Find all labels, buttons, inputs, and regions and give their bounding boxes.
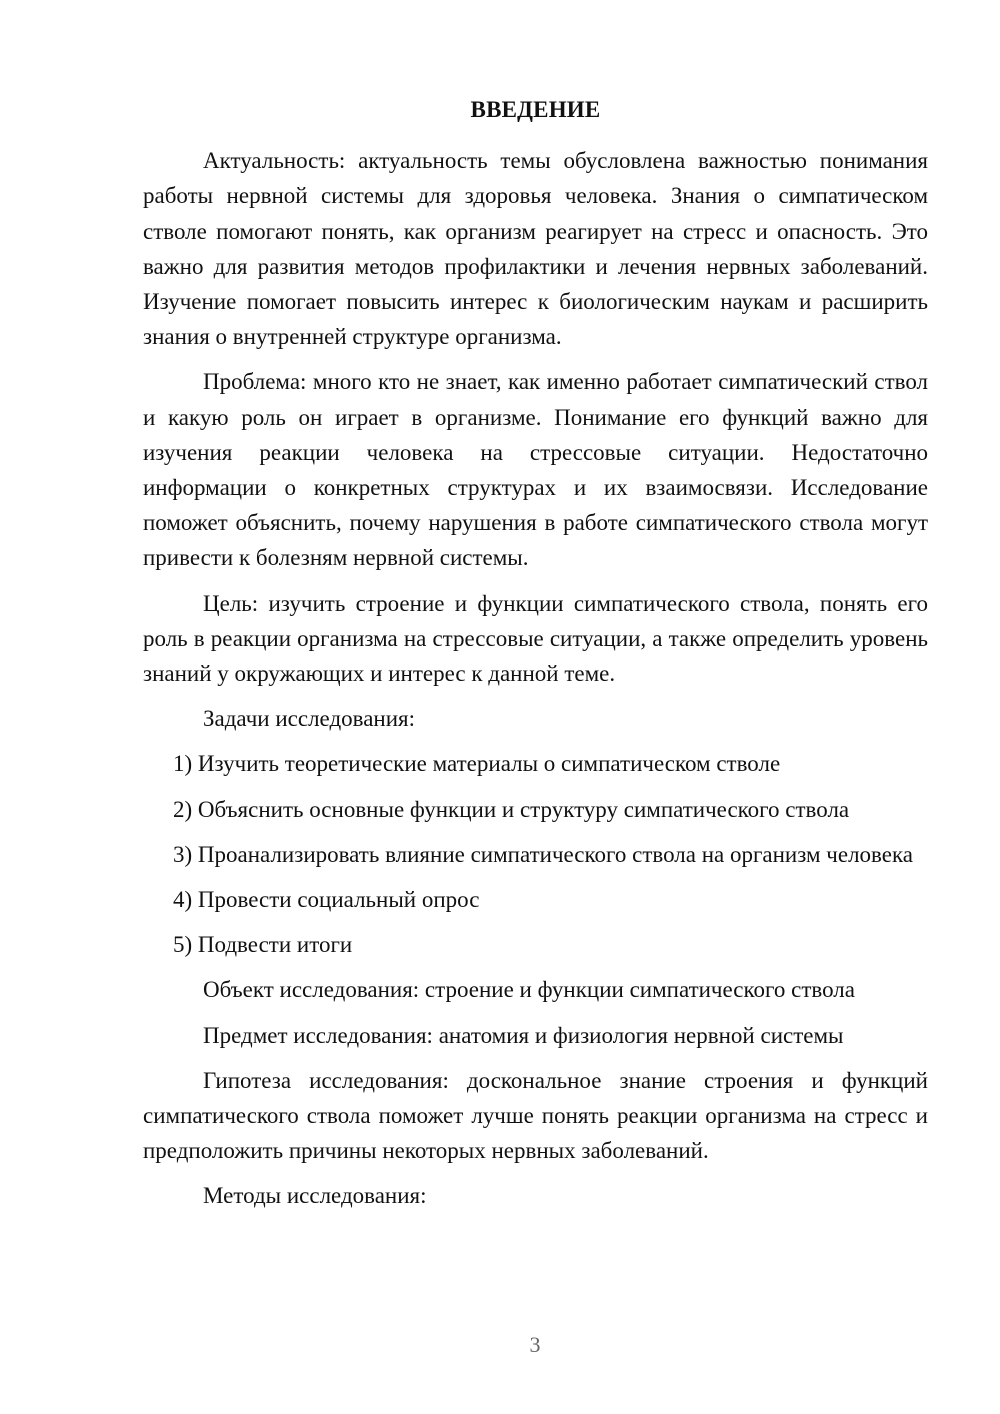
task-item: 4) Провести социальный опрос bbox=[173, 887, 480, 913]
object-paragraph: Объект исследования: строение и функции симпатического ствола bbox=[203, 977, 855, 1003]
document-page bbox=[143, 92, 928, 1224]
task-item: 2) Объяснить основные функции и структуру симпатического ствола bbox=[173, 796, 850, 822]
goal-paragraph: Цель: изучить строение и функции симпатического ствола, понять его роль в реакции организма на стрессовые ситуации, а также определить уровень знаний у окружающих и интерес к данной теме. bbox=[143, 590, 928, 687]
tasks-list bbox=[143, 746, 928, 962]
page-number: 3 bbox=[529, 1332, 541, 1357]
hypothesis-paragraph: Гипотеза исследования: доскональное знание строения и функций симпатического ствола поможет лучше понять реакции организма на стресс и предположить причины некоторых нервных заболеваний. bbox=[143, 1067, 928, 1164]
problem-paragraph: Проблема: много кто не знает, как именно работает симпатический ствол и какую роль он играет в организме. Понимание его функций важно для изучения реакции человека на стрессовые ситуации. Недостаточно информации о конкретных структурах и их взаимосвязи. Исследование поможет объяснить, почему нарушения в работе симпатического ствола могут привести к болезням нервной системы. bbox=[143, 369, 928, 571]
page-title: ВВЕДЕНИЕ bbox=[470, 97, 601, 122]
methods-heading: Методы исследования: bbox=[203, 1183, 427, 1209]
task-item: 5) Подвести итоги bbox=[173, 932, 353, 958]
task-item: 3) Проанализировать влияние симпатического ствола на организм человека bbox=[173, 841, 914, 867]
task-item: 1) Изучить теоретические материалы о симпатическом стволе bbox=[173, 751, 781, 777]
tasks-heading: Задачи исследования: bbox=[203, 706, 416, 732]
subject-paragraph: Предмет исследования: анатомия и физиология нервной системы bbox=[203, 1022, 844, 1048]
relevance-paragraph: Актуальность: актуальность темы обусловлена важностью понимания работы нервной системы для здоровья человека. Знания о симпатическом стволе помогают понять, как организм реагирует на стресс и опасность. Это важно для развития методов профилактики и лечения нервных заболеваний. Изучение помогает повысить интерес к биологическим наукам и расширить знания о внутренней структуре организма. bbox=[143, 148, 928, 350]
